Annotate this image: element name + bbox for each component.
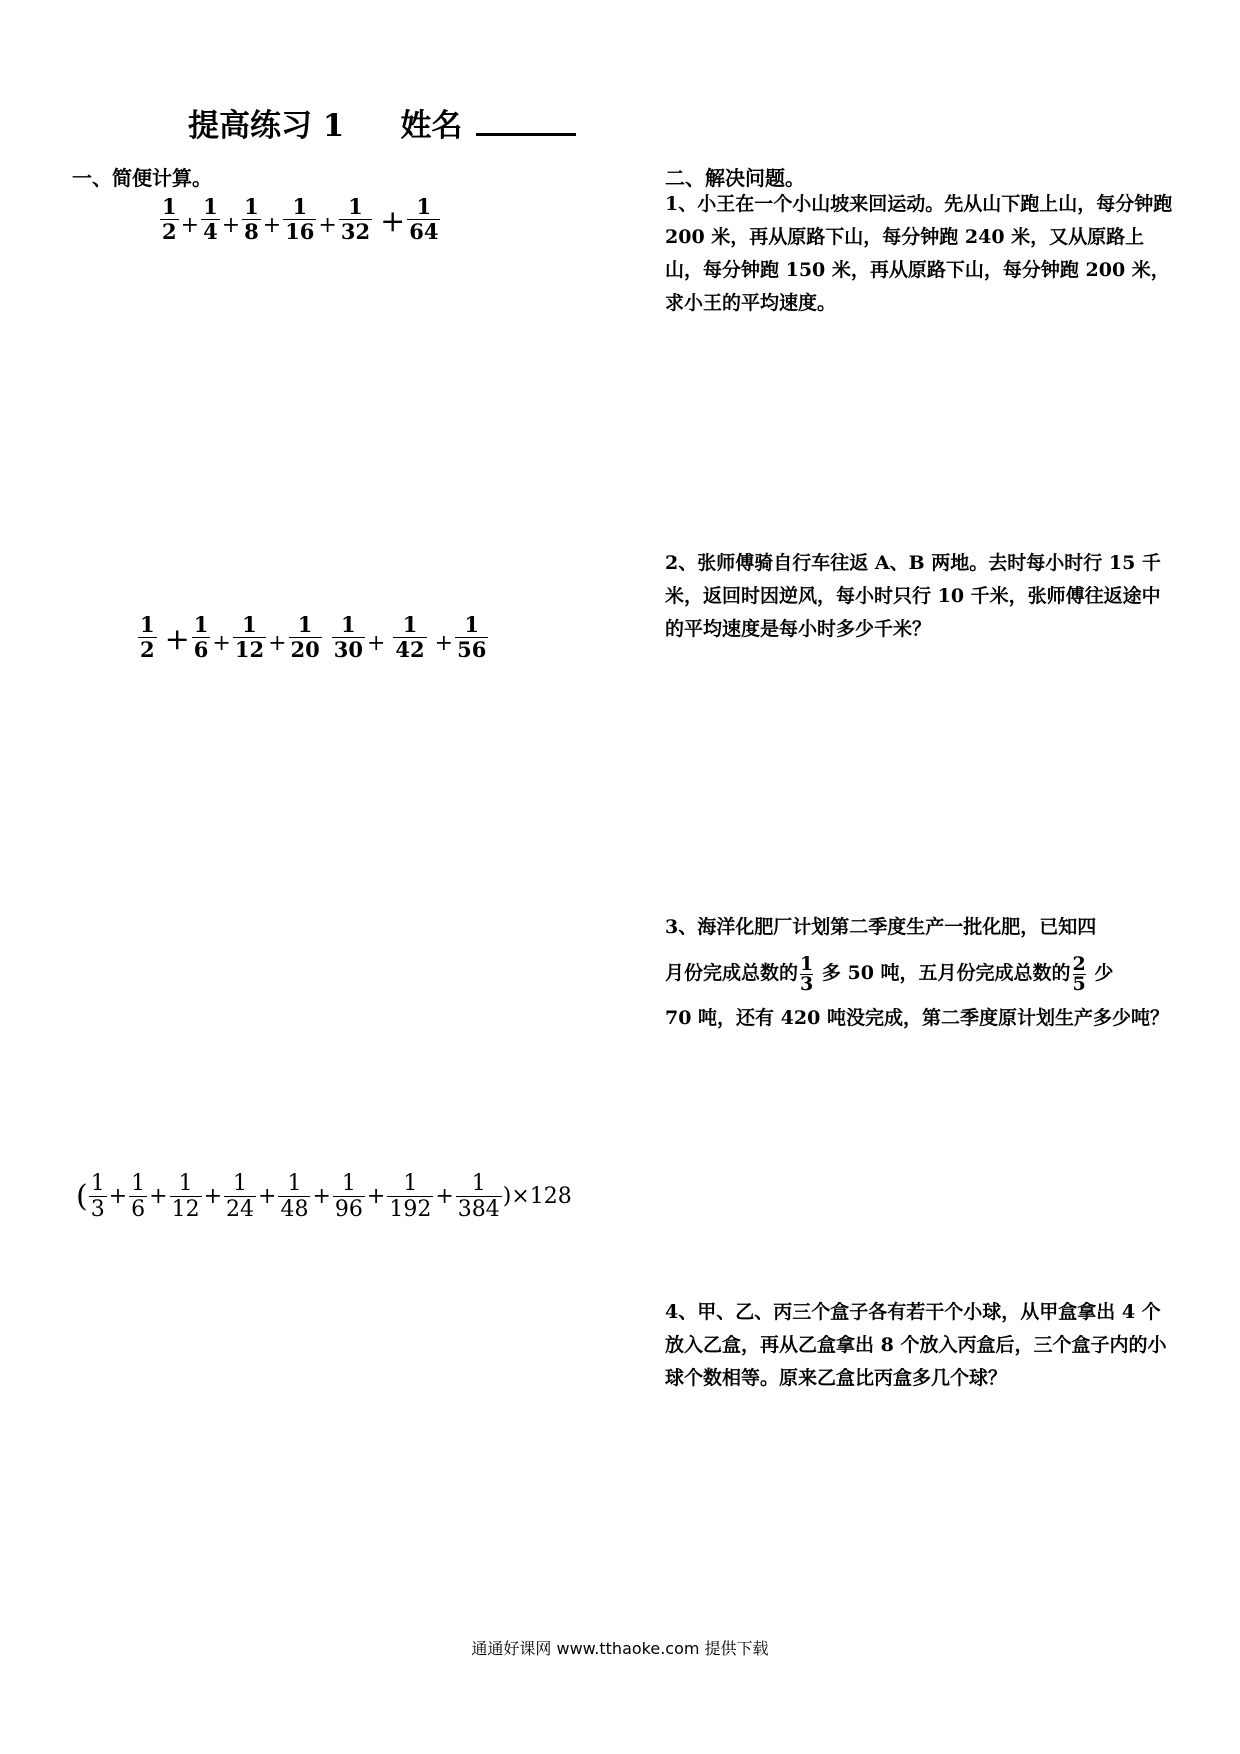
section2-heading: 二、解决问题。 — [665, 166, 805, 190]
expr3-term: $\frac{1}{24}$ — [226, 1171, 255, 1223]
problem-1-text: 1、小王在一个小山坡来回运动。先从山下跑上山，每分钟跑 200 米，再从原路下山，每分钟跑 240 米，又从原路上山，每分钟跑 150 米，再从原路下山，每分钟跑 200 米，求小王的平均速度。 — [665, 193, 1173, 314]
plus-op: + — [180, 213, 200, 239]
expr3 — [76, 1172, 572, 1221]
problem-3-line3: 70 吨，还有 420 吨没完成，第二季度原计划生产多少吨？ — [665, 1007, 1169, 1029]
fraction-two-fifths: $\frac{2}{5}$ — [1072, 952, 1086, 995]
expr1-term: $\frac{1}{16}$ — [285, 194, 315, 245]
open-paren: ( — [76, 1179, 88, 1215]
expr1-term: $\frac{1}{32}$ — [340, 194, 371, 245]
expr2-term: $\frac{1}{30}$ — [333, 612, 363, 663]
name-label: 姓名 — [400, 108, 463, 144]
expr2-term: $\frac{1}{2}$ — [140, 612, 155, 663]
plus-op: + — [262, 213, 282, 239]
plus-op: + — [366, 631, 386, 657]
close-times-128: )×128 — [502, 1184, 572, 1210]
expr2-term: $\frac{1}{56}$ — [457, 612, 487, 663]
plus-op: + — [366, 1184, 386, 1210]
expr1-term: $\frac{1}{64}$ — [409, 194, 439, 245]
plus-op: + — [434, 631, 454, 657]
problem-4-text: 4、甲、乙、丙三个盒子各有若干个小球，从甲盒拿出 4 个放入乙盒，再从乙盒拿出 8 个放入丙盒后，三个盒子内的小球个数相等。原来乙盒比丙盒多几个球？ — [665, 1301, 1167, 1389]
fraction-one-third: $\frac{1}{3}$ — [800, 952, 814, 995]
section1-heading: 一、简便计算。 — [72, 166, 212, 190]
plus-op: + — [212, 631, 231, 657]
expr1 — [160, 196, 440, 243]
plus-op: + — [380, 204, 406, 240]
problem-3-line2: 月份完成总数的 $\frac{1}{3}$ 多 50 吨，五月份完成总数的 $\frac{2}{5}$ 少 — [665, 952, 1114, 995]
plus-op: + — [149, 1184, 168, 1210]
footer-source: 通通好课网 www.tthaoke.com 提供下载 — [471, 1639, 769, 1658]
problem-2-text: 2、张师傅骑自行车往返 A、B 两地。去时每小时行 15 千米，返回时因逆风，每小时只行 10 千米，张师傅往返途中的平均速度是每小时多少千米？ — [665, 552, 1161, 640]
plus-op: + — [108, 1184, 128, 1210]
expr3-term: $\frac{1}{48}$ — [280, 1171, 309, 1223]
problem-3 — [665, 904, 1177, 1035]
expr3-term: $\frac{1}{6}$ — [131, 1171, 146, 1223]
expr1-term: $\frac{1}{4}$ — [203, 194, 218, 245]
plus-op: + — [164, 622, 190, 658]
expr2-term: $\frac{1}{12}$ — [234, 612, 265, 663]
plus-op: + — [435, 1184, 454, 1210]
plus-op: + — [318, 213, 337, 239]
problem-2 — [665, 547, 1177, 646]
plus-op: + — [203, 1184, 223, 1210]
plus-op: + — [221, 213, 241, 239]
expr2 — [138, 614, 488, 661]
expr2-term: $\frac{1}{20}$ — [290, 612, 320, 663]
expr3-term: $\frac{1}{192}$ — [389, 1171, 432, 1223]
expr3-term: $\frac{1}{3}$ — [90, 1171, 105, 1223]
expr2-term: $\frac{1}{6}$ — [193, 612, 209, 663]
problem-4 — [665, 1296, 1177, 1395]
expr3-term: $\frac{1}{384}$ — [457, 1171, 500, 1223]
page-title — [188, 100, 576, 145]
problem-1 — [665, 188, 1177, 320]
plus-op: + — [268, 631, 287, 657]
expr3-term: $\frac{1}{12}$ — [171, 1171, 200, 1223]
worksheet-title: 提高练习 1 — [188, 108, 345, 144]
expr2-term: $\frac{1}{42}$ — [395, 612, 425, 663]
plus-op: + — [258, 1184, 277, 1210]
expr3-term: $\frac{1}{96}$ — [334, 1171, 363, 1223]
name-blank — [476, 107, 576, 136]
plus-op: + — [312, 1184, 331, 1210]
expr1-term: $\frac{1}{2}$ — [162, 194, 177, 245]
expr1-term: $\frac{1}{8}$ — [244, 194, 259, 245]
problem-3-line1: 3、海洋化肥厂计划第二季度生产一批化肥，已知四 — [665, 916, 1097, 938]
